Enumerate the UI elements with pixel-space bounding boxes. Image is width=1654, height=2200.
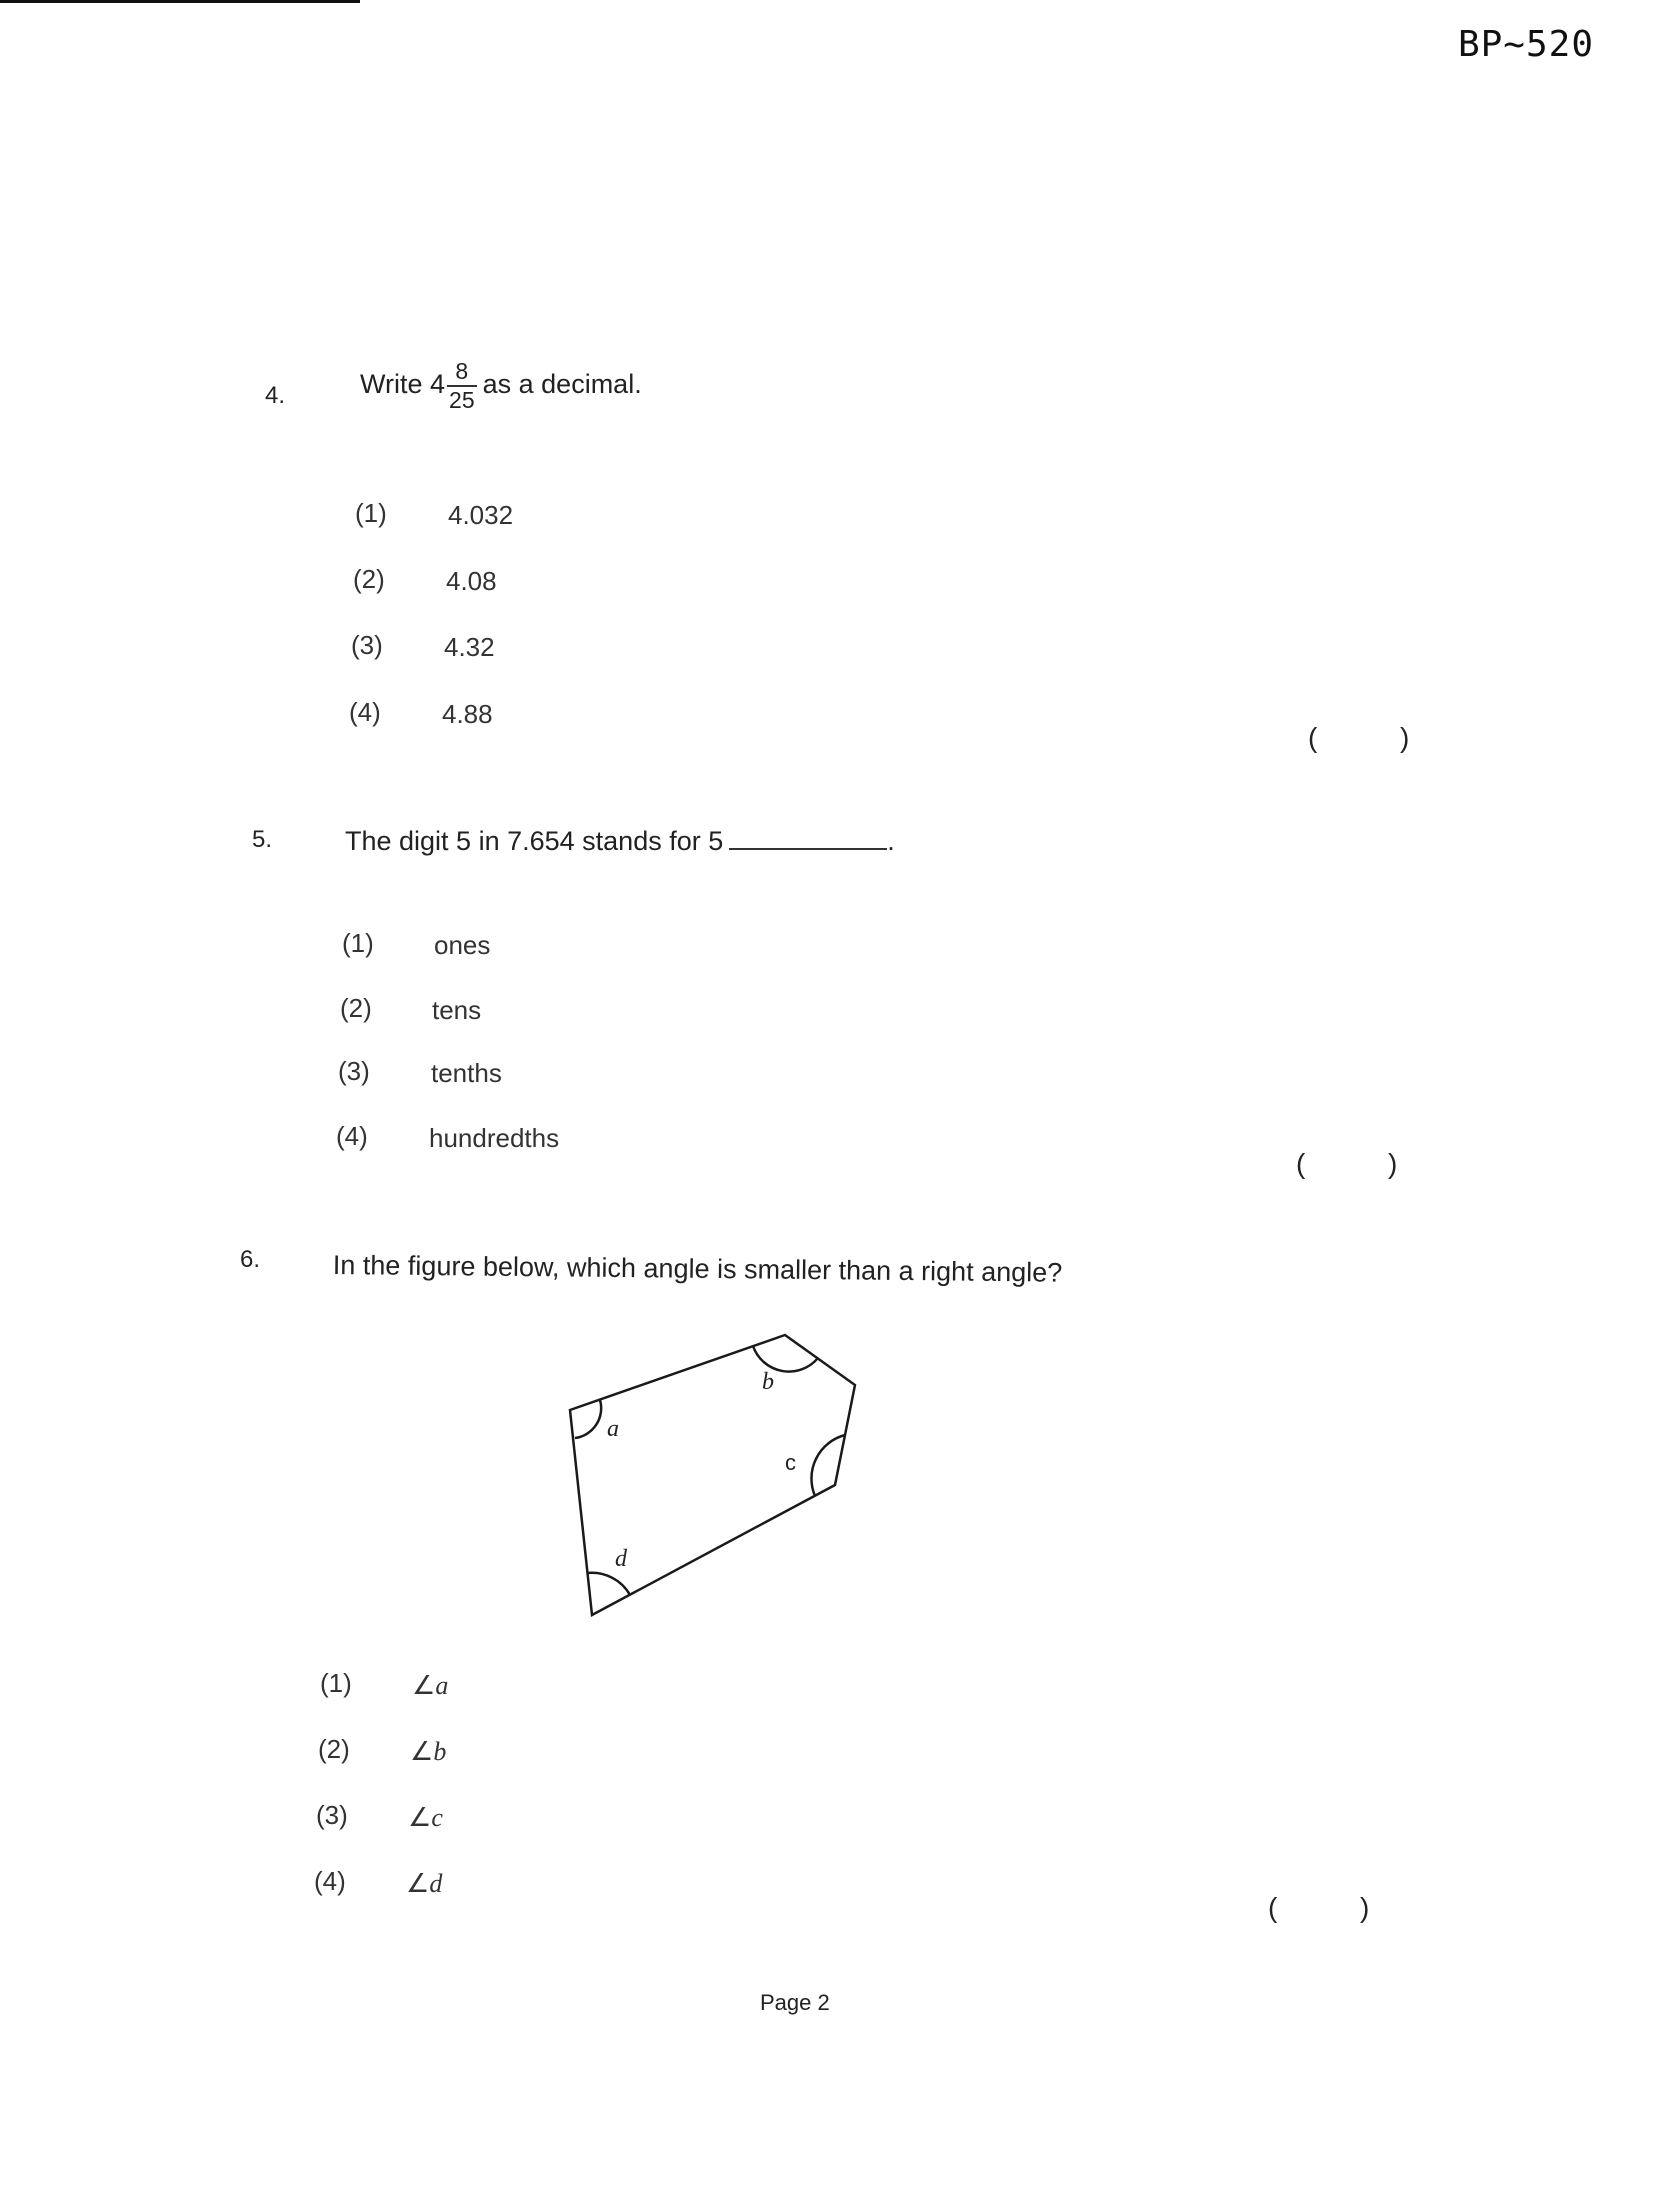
q6-option-3-value [408, 1802, 443, 1833]
angle-d-label: d [615, 1546, 627, 1572]
answer-open-paren: ( [1296, 1148, 1306, 1179]
fill-in-blank[interactable] [729, 826, 887, 850]
q4-option-4-label: (4) [349, 697, 381, 727]
q4-option-2-label: (2) [353, 564, 385, 594]
q5-option-2-value: tens [432, 995, 482, 1025]
question-5-text-end: . [887, 826, 895, 856]
question-4-number: 4. [265, 382, 286, 409]
answer-close-paren: ) [1360, 1892, 1370, 1923]
q5-option-1-value: ones [434, 930, 491, 960]
angle-letter: c [431, 1803, 443, 1832]
q6-option-2-label: (2) [318, 1734, 350, 1764]
question-4-text-before: Write 4 [360, 369, 446, 400]
document-code: BP~520 [1457, 24, 1594, 65]
top-rule [0, 0, 360, 3]
q4-option-3-value: 4.32 [444, 632, 495, 662]
question-5-number: 5. [252, 826, 273, 853]
q6-option-2-value [410, 1736, 446, 1767]
angle-c-label: c [785, 1450, 796, 1475]
q4-option-2-value: 4.08 [446, 566, 497, 596]
q6-option-1-label: (1) [320, 1668, 352, 1698]
q6-option-1-value [412, 1670, 448, 1701]
fraction-numerator: 8 [447, 358, 477, 387]
angle-symbol: ∠ [406, 1868, 430, 1898]
q5-option-3-label: (3) [338, 1056, 370, 1086]
question-5-text [345, 826, 895, 857]
angle-b-label: b [762, 1369, 774, 1395]
question-5-text-main: The digit 5 in 7.654 stands for 5 [345, 826, 724, 856]
angle-b-arc [753, 1346, 818, 1372]
q5-option-4-label: (4) [336, 1121, 368, 1151]
angle-letter: d [429, 1869, 443, 1898]
question-4-text [360, 358, 642, 414]
mixed-number-fraction [447, 358, 477, 414]
q5-option-4-value: hundredths [429, 1123, 560, 1153]
q6-option-4-value [406, 1868, 442, 1899]
fraction-denominator: 25 [449, 387, 475, 413]
q6-option-3-label: (3) [316, 1800, 348, 1830]
angle-a-label: a [607, 1416, 619, 1442]
q4-option-1-value: 4.032 [448, 500, 514, 530]
angle-symbol: ∠ [408, 1802, 432, 1832]
q5-option-2-label: (2) [340, 993, 372, 1023]
question-6-number: 6. [240, 1246, 261, 1273]
q5-option-1-label: (1) [342, 928, 374, 958]
angle-letter: b [433, 1737, 447, 1766]
q4-option-4-value: 4.88 [442, 699, 493, 729]
answer-close-paren: ) [1400, 722, 1410, 753]
angle-symbol: ∠ [412, 1670, 436, 1700]
question-6-text: In the figure below, which angle is smaller than a right angle? [332, 1250, 1063, 1288]
answer-open-paren: ( [1308, 722, 1318, 753]
q6-option-4-label: (4) [314, 1866, 346, 1896]
pentagon-figure [560, 1310, 880, 1630]
page-number: Page 2 [760, 1990, 830, 2015]
question-4-text-after: as a decimal. [482, 369, 642, 400]
q4-option-1-label: (1) [355, 498, 387, 528]
q5-option-3-value: tenths [431, 1058, 502, 1088]
angle-symbol: ∠ [410, 1736, 434, 1766]
answer-close-paren: ) [1388, 1148, 1398, 1179]
answer-open-paren: ( [1268, 1892, 1278, 1923]
angle-letter: a [435, 1671, 449, 1700]
q4-option-3-label: (3) [351, 630, 383, 660]
angle-d-arc [587, 1573, 630, 1595]
